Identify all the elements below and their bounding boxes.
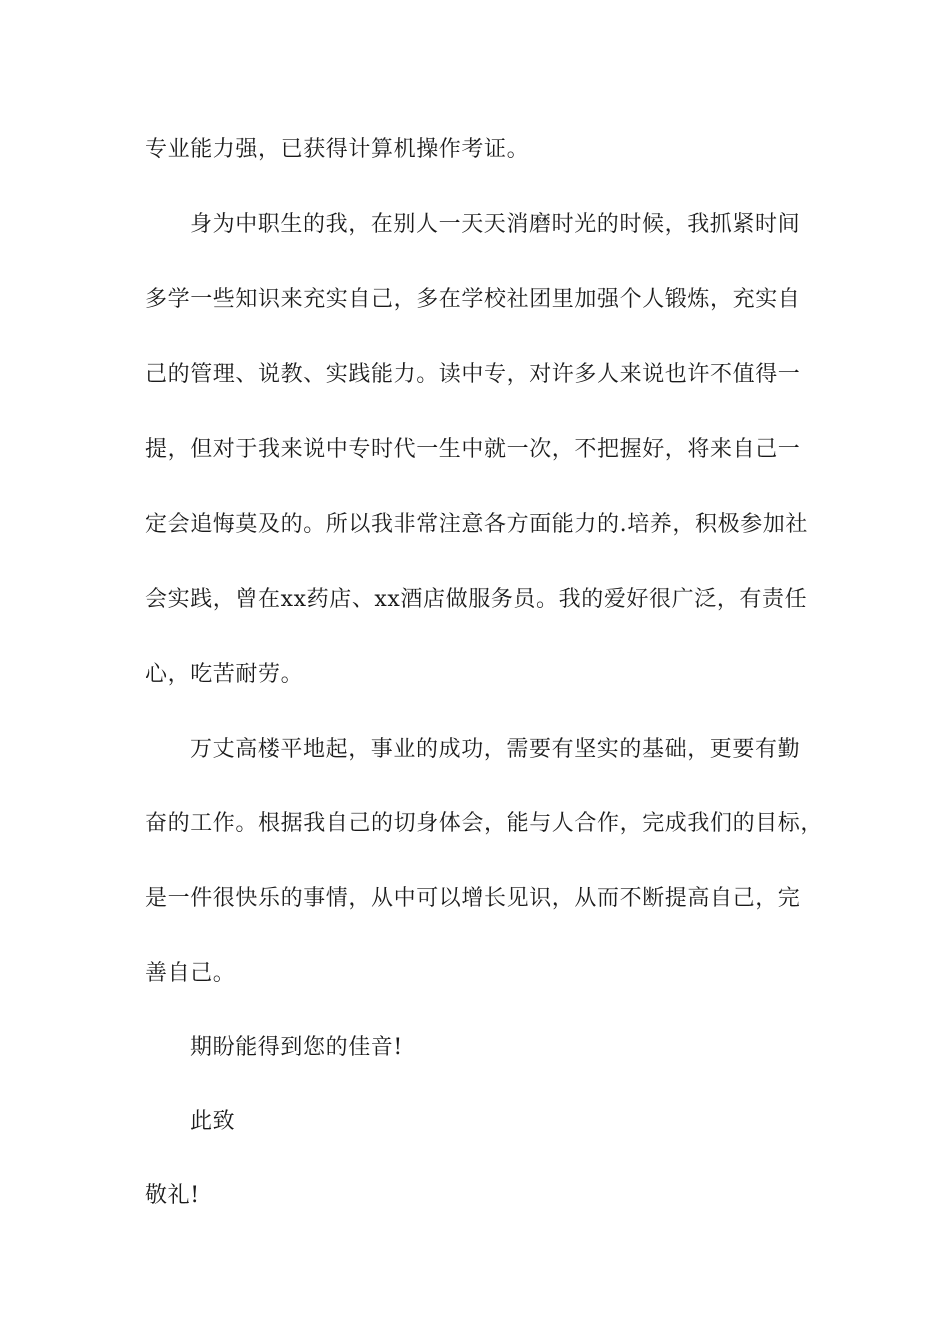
closing-hope: 期盼能得到您的佳音! xyxy=(190,1035,403,1060)
closing-regards: 敬礼! xyxy=(145,1183,200,1208)
paragraph-2-line-6: 会实践，曾在xx药店、xx酒店做服务员。我的爱好很广泛，有责任 xyxy=(145,587,808,612)
paragraph-3-line-3: 是一件很快乐的事情，从中可以增长见识，从而不断提高自己，完 xyxy=(145,886,801,911)
closing-salutation: 此致 xyxy=(190,1109,236,1134)
paragraph-3-line-4: 善自己。 xyxy=(145,961,236,986)
paragraph-3-line-2: 奋的工作。根据我自己的切身体会，能与人合作，完成我们的目标， xyxy=(145,811,824,836)
paragraph-1-line-1: 专业能力强，已获得计算机操作考证。 xyxy=(145,137,530,162)
paragraph-2-line-3: 己的管理、说教、实践能力。读中专，对许多人来说也许不值得一 xyxy=(145,362,801,387)
paragraph-3-line-1: 万丈高楼平地起，事业的成功，需要有坚实的基础，更要有勤 xyxy=(190,737,801,762)
paragraph-2-line-2: 多学一些知识来充实自己，多在学校社团里加强个人锻炼，充实自 xyxy=(145,287,801,312)
paragraph-2-line-7: 心，吃苦耐劳。 xyxy=(145,662,304,687)
paragraph-2-line-5: 定会追悔莫及的。所以我非常注意各方面能力的.培养，积极参加社 xyxy=(145,512,808,537)
paragraph-2-line-4: 提，但对于我来说中专时代一生中就一次，不把握好，将来自己一 xyxy=(145,437,801,462)
paragraph-2-line-1: 身为中职生的我，在别人一天天消磨时光的时候，我抓紧时间 xyxy=(190,212,801,237)
